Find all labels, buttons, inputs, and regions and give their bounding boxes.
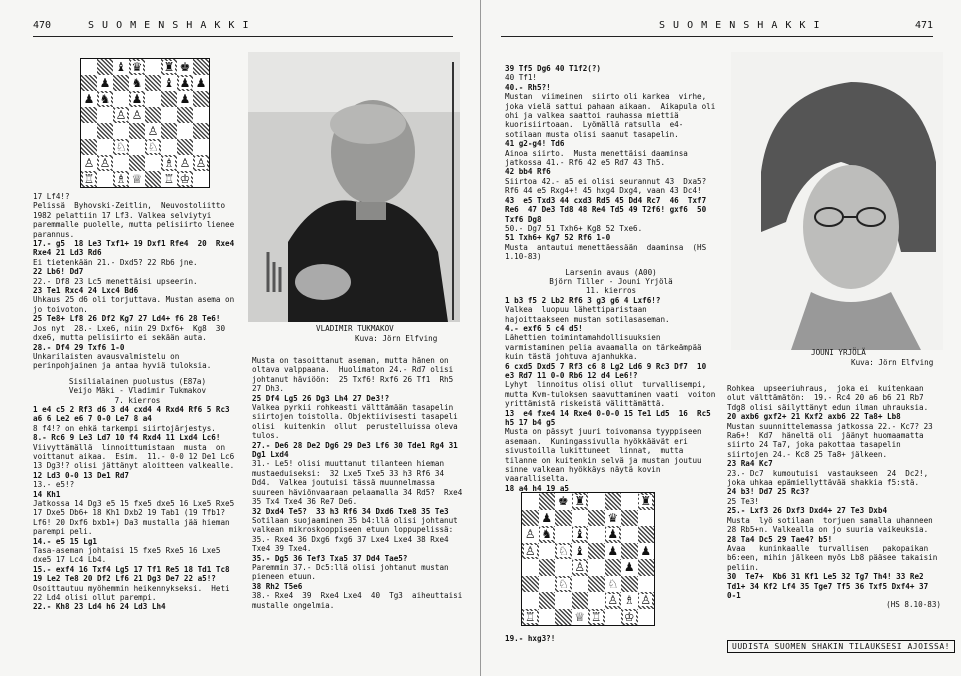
board-square — [539, 543, 556, 560]
board-square — [161, 107, 177, 123]
paragraph: Sisilialainen puolustus (E87a) — [68, 376, 207, 386]
board-square — [621, 510, 638, 527]
board-square — [145, 155, 161, 171]
page-number-left: 470 — [33, 20, 52, 31]
photo-yrjola — [731, 52, 943, 350]
board-square — [113, 107, 129, 123]
board-square — [605, 493, 622, 510]
board-square — [539, 609, 556, 626]
paragraph: Musta antautui menettäessään daaminsa (HS 1.10-83) — [505, 242, 711, 262]
board-square — [588, 543, 605, 560]
paragraph: Veijo Mäki - Vladimir Tukmakov — [68, 386, 207, 396]
paragraph: 39 Tf5 Dg6 40 T1f2(?) — [505, 64, 602, 73]
paragraph: Musta lyö sotilaan torjuen samalla uhanneen 28 Rb5+n. Valkealla on jo suuria vaikeuksia. — [727, 515, 938, 535]
board-square — [555, 493, 572, 510]
chess-piece: ♚ — [179, 60, 191, 74]
board-square — [522, 493, 539, 510]
chess-piece: ♙ — [99, 156, 111, 170]
page-number-right: 471 — [915, 20, 934, 31]
board-square — [621, 576, 638, 593]
chess-diagram-1 — [80, 58, 210, 188]
paragraph: Viivyttämällä linnoittumistaan musta on voittanut aikaa. Esim. 11.- 0-0 12 De1 Lc6 13 Dg3!? olisi jättänyt aloitteen valkealle. — [33, 442, 239, 471]
paragraph: Musta on pässyt juuri toivomansa tyyppiseen asemaan. Kuningassivulla hyökkäävät eri sivustoilla lukittuneet linnat, mutta tilanne on kuitenkin selvä ja mustan joutuu — [505, 427, 707, 465]
board-square — [193, 155, 209, 171]
board-square — [177, 75, 193, 91]
paragraph: 25 Df4 Lg5 26 Dg3 Lh4 27 De3!? — [252, 393, 390, 403]
paragraph: 28.- Df4 29 Txf6 1-0 — [33, 342, 125, 352]
board-square — [177, 139, 193, 155]
chess-piece: ♗ — [115, 172, 127, 186]
paragraph: 14.- e5 15 Lg1 — [33, 536, 98, 546]
chess-piece: ♔ — [623, 609, 635, 624]
board-square — [572, 493, 589, 510]
paragraph: 25 Te3! — [727, 496, 760, 506]
board-square — [161, 91, 177, 107]
board-square — [81, 123, 97, 139]
paragraph: 12 Ld3 0-0 13 De1 Rd7 — [33, 470, 130, 480]
chess-piece: ♖ — [524, 609, 536, 624]
paragraph: Sotilaan suojaaminen 35 b4:llä olisi johtanut valkean mikroskooppiseen etuun loppupelissä: 35.- Rxe4 36 Dxg6 fxg6 37 Lxe4 Lxe4 38 Rxe4 Txe4 39 Txe4. — [252, 515, 463, 554]
paragraph: Tasa-aseman johtaisi 15 fxe5 Rxe5 16 Lxe5 dxe5 17 Lc4 Lb4. — [33, 546, 226, 565]
chess-piece: ♖ — [590, 609, 602, 624]
board-square — [555, 526, 572, 543]
board-square — [81, 107, 97, 123]
header-rule-left — [33, 36, 453, 37]
chess-piece: ♘ — [557, 576, 569, 591]
paragraph: 38 Rh2 T5e6 — [252, 581, 303, 591]
board-square — [81, 171, 97, 187]
paragraph: 51 Txh6+ Kg7 52 Rf6 1-0 — [505, 233, 611, 243]
board-square — [555, 559, 572, 576]
board-square — [588, 526, 605, 543]
chess-piece: ♙ — [524, 543, 536, 558]
paragraph: 8.- Rc6 9 Le3 Ld7 10 f4 Rxd4 11 Lxd4 Lc6! — [33, 433, 221, 443]
board-square — [638, 510, 655, 527]
paragraph: 22.- Kh8 23 Ld4 h6 24 Ld3 Lh4 — [33, 602, 166, 612]
board-square — [605, 543, 622, 560]
paragraph: 31.- Le5! olisi muuttanut tilanteen hieman mustaeduiseksi: 32 Lxe5 Txe5 33 h3 Rf6 34 Dd4. Valkea joutuisi tässä muunnelmassa suureen häviönvaaraan pelaamalla 34 Rd5? Rxe4 35 Tx4 Txe4 36 Re7 De6. — [252, 459, 467, 507]
paragraph: 20 axb6 gxf2+ 21 Kxf2 axb6 22 Ta8+ Lb8 — [727, 412, 901, 422]
board-square — [638, 526, 655, 543]
chess-piece: ♟ — [640, 543, 652, 558]
paragraph: 28 Ta4 Dc5 29 Tae4? b5! — [727, 534, 833, 544]
board-square — [193, 91, 209, 107]
chess-piece: ♘ — [115, 140, 127, 154]
paragraph: 22 Lb6! Dd7 — [33, 267, 84, 277]
chess-piece: ♖ — [163, 172, 175, 186]
board-square — [638, 543, 655, 560]
board-square — [605, 592, 622, 609]
board-square — [588, 609, 605, 626]
board-square — [605, 526, 622, 543]
board-square — [555, 609, 572, 626]
board-square — [193, 107, 209, 123]
board-square — [81, 155, 97, 171]
chess-piece: ♘ — [147, 140, 159, 154]
board-square — [605, 510, 622, 527]
paragraph: (HS 8.10-83) — [886, 600, 941, 610]
board-square — [97, 59, 113, 75]
board-square — [145, 75, 161, 91]
board-square — [555, 543, 572, 560]
paragraph: Musta on tasoittanut aseman, mutta hänen on oltava valppaana. Huolimaton 24.- Rd7 olisi johtanut häviöön: 25 Txf6! Rxf6 26 Tf1 Rh5 27 Dh3. — [252, 356, 458, 394]
chess-piece: ♟ — [179, 76, 191, 90]
board-square — [621, 526, 638, 543]
paragraph: 13 e4 fxe4 14 Rxe4 0-0-0 15 Te1 Ld5 16 Rc5 h5 17 b4 g5 — [505, 408, 716, 428]
paragraph: 30 Te7+ Kb6 31 Kf1 Le5 32 Tg7 Th4! 33 Re2 Td1+ 34 Kf2 Lf4 35 Tge7 Tf5 36 Txf5 Dxf4+ 37 0-1 — [727, 572, 933, 600]
board-square — [97, 75, 113, 91]
paragraph: 42 bb4 Rf6 — [505, 167, 551, 177]
chess-piece: ♟ — [131, 92, 143, 106]
board-square — [555, 510, 572, 527]
paragraph: 1 e4 c5 2 Rf3 d6 3 d4 cxd4 4 Rxd4 Rf6 5 Rc3 a6 6 Le2 e6 7 0-0 Le7 8 a4 — [33, 404, 235, 424]
board-square — [97, 91, 113, 107]
paragraph: 40 Tf1! — [505, 73, 538, 83]
board-square — [572, 526, 589, 543]
running-head-left: S U O M E N S H A K K I — [88, 20, 250, 31]
board-square — [145, 59, 161, 75]
paragraph: Ei tietenkään 21.- Dxd5? 22 Rb6 jne. — [33, 257, 198, 267]
paragraph: 8 f4!? on ehkä tarkempi siirtojärjestys. — [33, 423, 216, 433]
paragraph: 17.- g5 18 Le3 Txf1+ 19 Dxf1 Rfe4 20 Rxe4 Rxe4 21 Ld3 Rd6 — [33, 239, 239, 258]
chess-piece: ♟ — [195, 76, 207, 90]
board-square — [97, 155, 113, 171]
chess-piece: ♙ — [640, 593, 652, 608]
board-square — [588, 559, 605, 576]
board-square — [572, 609, 589, 626]
board-square — [177, 59, 193, 75]
board-square — [555, 592, 572, 609]
paragraph: Avaa kuninkaalle turvallisen pakopaikan b6:een, mihin jälkeen myös Lb8 pääsee takaisin peliin. — [727, 543, 942, 572]
photo-tukmakov — [248, 52, 460, 322]
chess-piece: ♜ — [163, 60, 175, 74]
paragraph: Valkea pyrkii rohkeasti välttämään tasapelin siirtojen toistolla. Objektiivisesti tasapeli olisi kuitenkin ollut perustelluissa oleva tulos. — [252, 403, 463, 441]
paragraph: Siirtoa 42.- a5 ei olisi seurannut 43 Dxa5? Rf6 44 e5 Rxg4+! 45 hxg4 Dxg4, vaan 43 Dc4! — [505, 176, 711, 196]
board-square — [193, 171, 209, 187]
board-square — [621, 543, 638, 560]
board-square — [129, 123, 145, 139]
board-square — [572, 559, 589, 576]
paragraph: 4.- exf6 5 c4 d5! — [505, 323, 583, 333]
board-square — [638, 609, 655, 626]
chess-piece: ♛ — [131, 60, 143, 74]
chess-piece: ♙ — [115, 108, 127, 122]
board-square — [638, 559, 655, 576]
board-square — [588, 510, 605, 527]
paragraph: 35.- Dg5 36 Tef3 Txa5 37 Dd4 Tae5? — [252, 553, 408, 563]
board-square — [605, 576, 622, 593]
photo1-caption-credit: Kuva: Jörn Elfving — [355, 334, 438, 343]
chess-piece: ♘ — [607, 576, 619, 591]
photo2-caption-credit: Kuva: Jörn Elfving — [851, 358, 934, 367]
chess-piece: ♝ — [574, 543, 586, 558]
chess-piece: ♟ — [179, 92, 191, 106]
board-square — [177, 91, 193, 107]
chess-piece: ♗ — [163, 156, 175, 170]
board-square — [588, 493, 605, 510]
photo1-caption-name: VLADIMIR TUKMAKOV — [316, 324, 394, 333]
board-square — [177, 171, 193, 187]
paragraph: 15.- exf4 16 Txf4 Lg5 17 Tf1 Re5 18 Td1 Tc8 19 Le2 Te8 20 Df2 Lf6 21 Dg3 De7 22 a5!? — [33, 564, 235, 584]
paragraph: sinne valkean hyökkäys näytä kovin vaaralliselta. — [505, 465, 666, 484]
photo2-caption-name: JOUNI YRJÖLÄ — [811, 348, 866, 357]
board-square — [97, 171, 113, 187]
board-square — [539, 510, 556, 527]
paragraph: 38.- Rxe4 39 Rxe4 Lxe4 40 Tg3 aiheuttaisi mustalle ongelmia. — [252, 591, 467, 610]
board-square — [145, 107, 161, 123]
board-square — [605, 559, 622, 576]
board-square — [161, 155, 177, 171]
board-square — [113, 155, 129, 171]
chess-piece: ♟ — [623, 560, 635, 575]
board-square — [177, 123, 193, 139]
paragraph: Larsenin avaus (A00) — [565, 267, 657, 277]
running-head-right: S U O M E N S H A K K I — [659, 20, 821, 31]
right-page — [480, 0, 961, 676]
board-square — [161, 139, 177, 155]
header-rule-right — [501, 36, 933, 37]
chess-piece: ♜ — [640, 494, 652, 509]
board-square — [177, 155, 193, 171]
chess-piece: ♟ — [99, 76, 111, 90]
chess-piece: ♖ — [83, 172, 95, 186]
paragraph: 11. kierros — [585, 286, 637, 296]
chess-piece: ♝ — [574, 527, 586, 542]
paragraph: 25.- Lxf3 26 Dxf3 Dxd4+ 27 Te3 Dxb4 — [727, 506, 888, 516]
board-square — [638, 493, 655, 510]
paragraph: 32 Dxd4 Te5? 33 h3 Rf6 34 Dxd6 Txe8 35 Te3 — [252, 506, 449, 516]
paragraph: Lyhyt linnoitus olisi ollut turvallisempi, mutta Kvm-tuloksen saavuttaminen vaati voiton yrittämistä riskeistä välittämättä. — [505, 380, 720, 409]
board-square — [572, 576, 589, 593]
board-square — [621, 493, 638, 510]
board-square — [129, 75, 145, 91]
paragraph: Paremmin 37.- Dc5:llä olisi johtanut mustan pieneen etuun. — [252, 562, 454, 582]
chess-piece: ♙ — [83, 156, 95, 170]
board-square — [638, 592, 655, 609]
board-square — [113, 171, 129, 187]
board-square — [522, 576, 539, 593]
paragraph: Mustan viimeinen siirto oli karkea virhe, joka vielä sattui pahaan aikaan. Aikapula oli ohi ja valkea saattoi rauhassa miettiä kuorisiirtoaan. Lyömällä ratsulla e4-sotilaan musta olisi saanut tasapelin. — [505, 92, 720, 139]
chess-piece: ♙ — [147, 124, 159, 138]
board-square — [145, 91, 161, 107]
board-square — [145, 139, 161, 155]
chess-piece: ♙ — [607, 593, 619, 608]
paragraph: Uhkaus 25 d6 oli torjuttava. Mustan asema on jo toivoton. — [33, 295, 239, 314]
paragraph: 23 Te1 Rxc4 24 Lxc4 Bd6 — [33, 286, 139, 296]
board-square — [522, 559, 539, 576]
paragraph: 40.- Rh5?! — [505, 82, 551, 92]
paragraph: Ainoa siirto. Musta menettäisi daaminsa jatkossa 41.- Rf6 42 e5 Rd7 43 Th5. — [505, 148, 693, 168]
portrait-image-2 — [731, 52, 943, 350]
board-square — [539, 559, 556, 576]
chess-piece: ♝ — [163, 76, 175, 90]
chess-piece: ♙ — [524, 527, 536, 542]
board-square — [97, 123, 113, 139]
paragraph: Mustan suunnittelemassa jatkossa 22.- Kc7? 23 Ra6+! Kd7 häneltä oli jäänyt huomaamatta siirto 24 Ta7, joka pakottaa tasapelin siirtojen 24.- Kc8 25 Ta8+ jälkeen. — [727, 421, 938, 459]
right-column-text — [505, 64, 720, 493]
board-square — [129, 107, 145, 123]
diagram2-move: 19.- hxg3?! — [505, 634, 556, 643]
left-column-text — [33, 192, 242, 662]
chess-piece: ♚ — [557, 494, 569, 509]
board-square — [81, 75, 97, 91]
paragraph: 18 a4 h4 19 a5 — [505, 483, 570, 493]
chess-piece: ♟ — [607, 543, 619, 558]
board-square — [113, 75, 129, 91]
paragraph: Osoittautuu myöhemmin heikennykseksi. Heti 22 Ld4 olisi ollut parempi. — [33, 583, 235, 603]
chess-piece: ♟ — [541, 510, 553, 525]
board-square — [193, 123, 209, 139]
board-square — [621, 609, 638, 626]
board-square — [81, 91, 97, 107]
board-square — [161, 123, 177, 139]
board-square — [522, 609, 539, 626]
paragraph: 27.- De6 28 De2 Dg6 29 De3 Lf6 30 Tde1 Rg4 31 Dg1 Lxd4 — [252, 440, 463, 460]
chess-diagram-2 — [521, 492, 655, 626]
board-square — [129, 59, 145, 75]
board-square — [161, 75, 177, 91]
board-square — [555, 576, 572, 593]
paragraph: Lähettien toimintamahdollisuuksien varmistaminen pelia avaamalla on tärkeämpää kuin tästä johtuva ajanhukka. — [505, 333, 707, 362]
chess-piece: ♘ — [557, 543, 569, 558]
board-square — [605, 609, 622, 626]
paragraph: 25 Te8+ Lf8 26 Df2 Kg7 27 Ld4+ f6 28 Te6! — [33, 314, 221, 324]
board-square — [539, 576, 556, 593]
right-column-2-text — [727, 384, 941, 634]
board-square — [522, 510, 539, 527]
board-square — [81, 139, 97, 155]
left-page — [0, 0, 480, 676]
board-square — [145, 123, 161, 139]
board-square — [539, 493, 556, 510]
board-square — [161, 171, 177, 187]
board-square — [638, 576, 655, 593]
board-square — [81, 59, 97, 75]
chess-piece: ♞ — [131, 76, 143, 90]
board-square — [621, 592, 638, 609]
board-square — [113, 123, 129, 139]
chess-piece: ♗ — [623, 593, 635, 608]
paragraph: 24 b3! Dd7 25 Rc3? — [727, 487, 810, 497]
board-square — [161, 59, 177, 75]
paragraph: 17 Lf4!? — [33, 192, 70, 201]
board-square — [588, 592, 605, 609]
paragraph: Jatkossa 14 Dg3 e5 15 fxe5 dxe5 16 Lxe5 Rxe5 17 Dxe5 Db6+ 18 Kh1 Dxb2 19 Tab1 (19 Tfb1? Lf6! 20 Dxf6 bxb1+) Da3 mustalla jää hieman parempi peli. — [33, 499, 239, 537]
paragraph: 7. kierros — [114, 395, 161, 405]
board-square — [129, 171, 145, 187]
paragraph: 23.- Dc7 kumoutuisi vastaukseen 24 Dc2!, joka uhkaa epämiellyttävää shakkia f5:stä. — [727, 468, 933, 488]
chess-piece: ♙ — [195, 156, 207, 170]
board-square — [193, 75, 209, 91]
paragraph: Pelissä Byhovski-Zeitlin, Neuvostoliitto 1982 pelattiin 17 Lf3. Valkea selviytyi paremmalle puolelle, mutta pelisiirto lienee parannus. — [33, 201, 239, 239]
board-square — [97, 139, 113, 155]
board-square — [193, 59, 209, 75]
board-square — [539, 592, 556, 609]
chess-piece: ♟ — [607, 527, 619, 542]
chess-piece: ♕ — [131, 172, 143, 186]
chess-piece: ♜ — [574, 494, 586, 509]
board-square — [588, 576, 605, 593]
chess-piece: ♞ — [99, 92, 111, 106]
left-column-2-text — [252, 356, 467, 666]
paragraph: 14 Kh1 — [33, 489, 61, 499]
board-square — [145, 171, 161, 187]
paragraph: Rohkea upseeriuhraus, joka ei kuitenkaan olut välttämätön: 19.- Rc4 20 a6 b6 21 Rb7 Tdg8 olisi säilyttänyt edun ilman uhrauksia. — [727, 384, 929, 412]
paragraph: Jos nyt 28.- Lxe6, niin 29 Dxf6+ Kg8 30 dxe6, mutta pelisiirto ei sekään auta. — [33, 323, 230, 343]
board-square — [113, 59, 129, 75]
chess-piece: ♝ — [115, 60, 127, 74]
paragraph: Valkea luopuu lähettiparistaan hajoittaakseen mustan sotilasaseman. — [505, 305, 670, 324]
board-square — [572, 543, 589, 560]
board-square — [129, 155, 145, 171]
paragraph: 23 Ra4 Kc7 — [727, 459, 773, 469]
chess-piece: ♞ — [541, 527, 553, 542]
board-square — [522, 526, 539, 543]
board-square — [113, 139, 129, 155]
paragraph: 50.- Dg7 51 Txh6+ Kg8 52 Txe6. — [505, 223, 643, 233]
paragraph: Björn Tiller - Jouni Yrjölä — [549, 276, 673, 286]
board-square — [193, 139, 209, 155]
board-square — [621, 559, 638, 576]
chess-piece: ♙ — [179, 156, 191, 170]
paragraph: Unkarilaisten avausvalmistelu on perinpohjainen ja antaa hyviä tuloksia. — [33, 351, 212, 371]
board-square — [522, 592, 539, 609]
paragraph: 6 cxd5 Dxd5 7 Rf3 c6 8 Lg2 Ld6 9 Rc3 Df7 10 e3 Rd7 11 0-0 Rb6 12 d4 Le6!? — [505, 361, 711, 380]
board-square — [129, 139, 145, 155]
subscription-banner: UUDISTA SUOMEN SHAKIN TILAUKSESI AJOISSA! — [727, 640, 955, 653]
board-square — [113, 91, 129, 107]
chess-piece: ♙ — [574, 560, 586, 575]
board-square — [539, 526, 556, 543]
paragraph: 43 e5 Txd3 44 cxd3 Rd5 45 Dd4 Rc7 46 Txf7 Re6 47 De3 Td8 48 Re4 Td5 49 T2f6! gxf6 50 Txf6 Dg8 — [505, 195, 711, 224]
chess-piece: ♙ — [131, 108, 143, 122]
board-square — [572, 510, 589, 527]
chess-piece: ♟ — [83, 92, 95, 106]
portrait-image — [248, 52, 460, 322]
board-square — [572, 592, 589, 609]
chess-piece: ♛ — [607, 510, 619, 525]
paragraph: 1 b3 f5 2 Lb2 Rf6 3 g3 g6 4 Lxf6!? — [505, 295, 661, 305]
board-square — [522, 543, 539, 560]
chess-piece: ♕ — [574, 609, 586, 624]
paragraph: 13.- e5!? — [33, 480, 75, 490]
board-square — [97, 107, 113, 123]
paragraph: 41 g2-g4! Td6 — [505, 139, 565, 149]
board-square — [129, 91, 145, 107]
paragraph: 22.- Df8 23 Lc5 menettäisi upseerin. — [33, 276, 198, 286]
board-square — [177, 107, 193, 123]
chess-piece: ♔ — [179, 172, 191, 186]
